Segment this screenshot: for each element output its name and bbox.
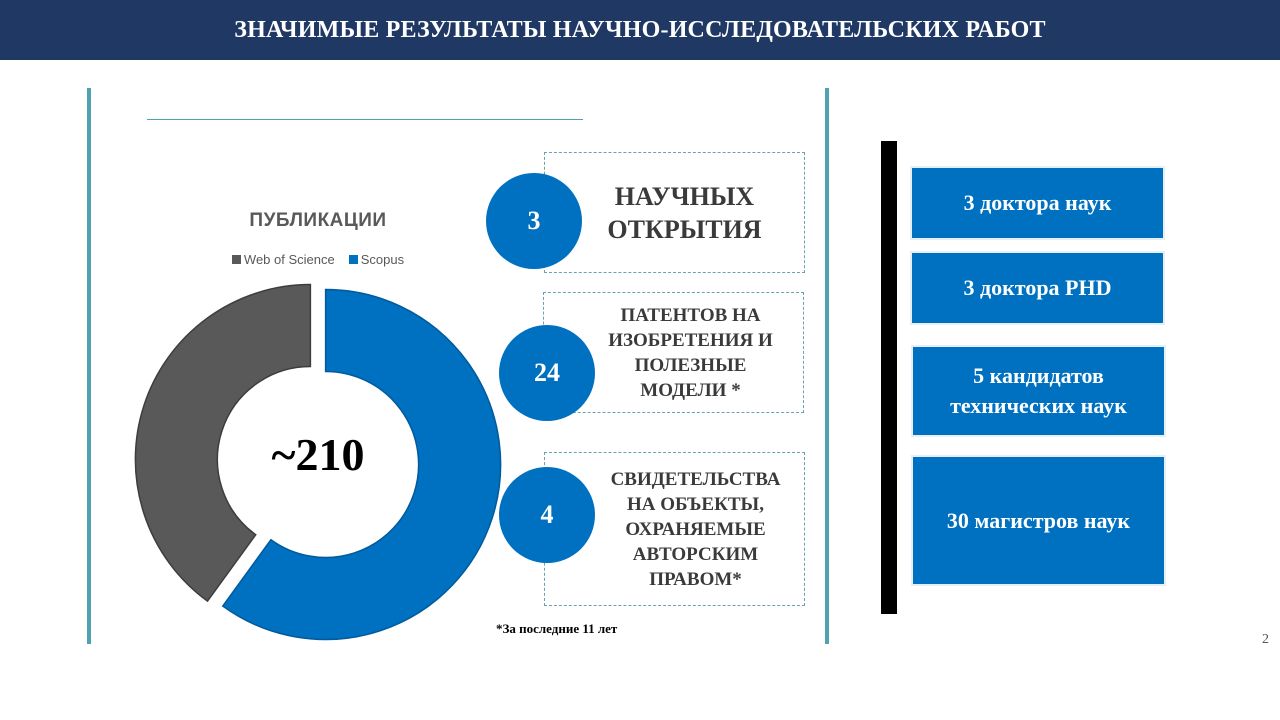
- stat-circle-certificates: [499, 467, 595, 563]
- stat-circle-patents: [499, 325, 595, 421]
- degrees-accent-bar: [881, 141, 897, 614]
- degree-box-candidates: [911, 345, 1166, 437]
- degree-box-phd: [910, 251, 1165, 325]
- stat-text-certificates: СВИДЕТЕЛЬСТВА НА ОБЪЕКТЫ, ОХРАНЯЕМЫЕ АВТОРСКИМ ПРАВОМ*: [610, 468, 781, 590]
- stat-circle-discoveries: [486, 173, 582, 269]
- page-number: 2: [1262, 632, 1269, 647]
- degree-label-doctors: 3 доктора наук: [963, 190, 1112, 215]
- donut-center-label: ~210: [271, 429, 365, 480]
- degree-label-candidates: 5 кандидатов технических наук: [950, 363, 1127, 418]
- stat-text-patents: ПАТЕНТОВ НА ИЗОБРЕТЕНИЯ И ПОЛЕЗНЫЕ МОДЕЛИ *: [608, 304, 773, 401]
- stat-number-discoveries: 3: [527, 206, 541, 235]
- page-title: ЗНАЧИМЫЕ РЕЗУЛЬТАТЫ НАУЧНО-ИССЛЕДОВАТЕЛЬСКИХ РАБОТ: [234, 16, 1046, 43]
- stat-text-discoveries: НАУЧНЫХ ОТКРЫТИЯ: [607, 181, 762, 244]
- stat-number-certificates: 4: [540, 500, 554, 529]
- degree-label-phd: 3 доктора PHD: [963, 275, 1112, 300]
- legend-label-scopus: Scopus: [360, 252, 405, 267]
- degree-label-masters: 30 магистров наук: [946, 507, 1131, 533]
- middle-divider: [825, 88, 829, 644]
- legend-label-wos: Web of Science: [243, 252, 335, 267]
- chart-title: ПУБЛИКАЦИИ: [249, 210, 387, 231]
- degree-box-doctors: [910, 166, 1165, 240]
- degree-box-masters: [911, 455, 1166, 586]
- footnote: *За последние 11 лет: [496, 621, 618, 636]
- publications-donut-chart: [0, 0, 560, 720]
- stat-number-patents: 24: [534, 358, 560, 387]
- stat-box-discoveries: [544, 152, 805, 273]
